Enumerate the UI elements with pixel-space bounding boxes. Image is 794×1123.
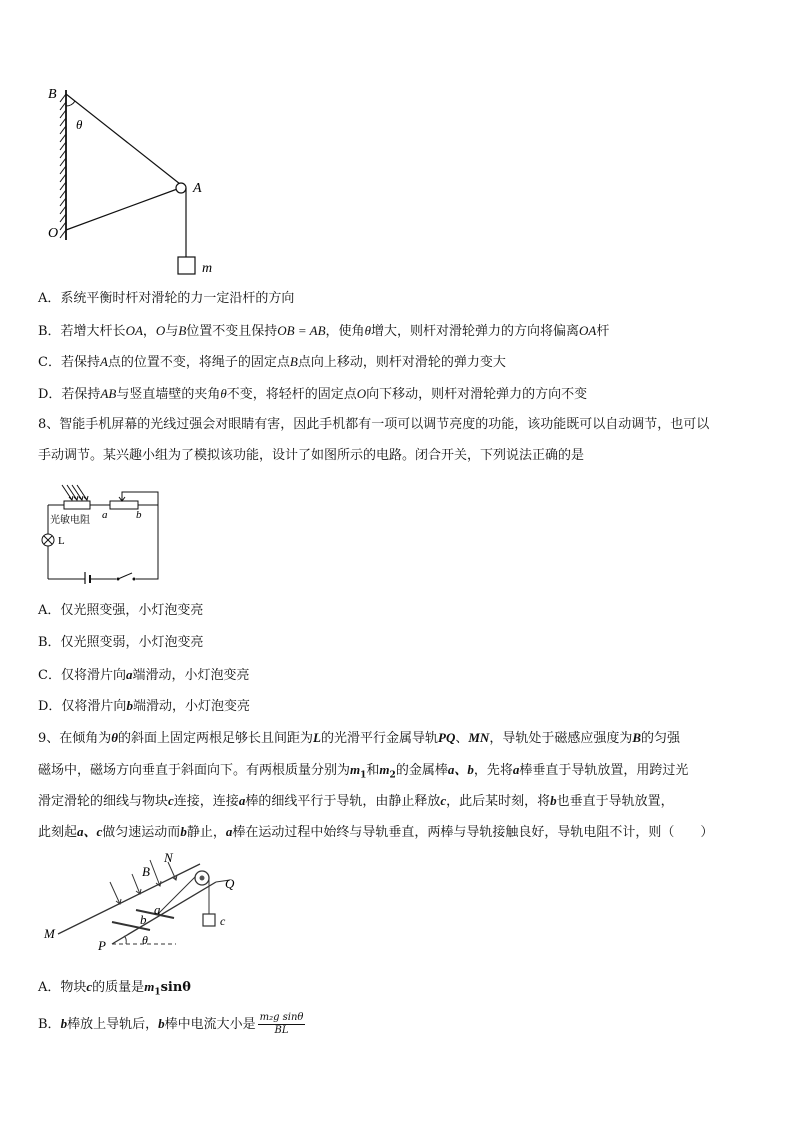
label-L: L bbox=[58, 535, 65, 547]
label-B9: B bbox=[142, 864, 150, 879]
q9-option-b: B．b棒放上导轨后，b棒中电流大小是 $\frac{\text{m₂g sinθ}}{BL}$ bbox=[38, 1012, 304, 1036]
q9-stem-line4: 此刻起a、c做匀速运动而b静止，a棒在运动过程中始终与导轨垂直，两棒与导轨接触良好，导轨电阻不计，则（ ） bbox=[38, 824, 714, 840]
q7-option-b: B．若增大杆长OA，O与B位置不变且保持OB = AB，使角θ增大，则杆对滑轮弹力的方向将偏离OA杆 bbox=[38, 323, 610, 339]
theta-arc bbox=[66, 101, 75, 106]
label-theta: θ bbox=[76, 117, 83, 132]
ldr-resistor bbox=[64, 501, 90, 509]
label-Q: Q bbox=[225, 876, 235, 891]
q8-stem-line2: 手动调节。某兴趣小组为了模拟该功能，设计了如图所示的电路。闭合开关，下列说法正确的是 bbox=[38, 448, 585, 463]
q9-option-a: A．物块c的质量是$m_1\sin\theta$ bbox=[38, 979, 191, 998]
q9-stem-line3: 滑定滑轮的细线与物块c连接，连接a棒的细线平行于导轨，由静止释放c，此后某时刻，将b也垂直于导轨放置， bbox=[38, 793, 674, 809]
label-b: b bbox=[136, 509, 142, 521]
label-N: N bbox=[164, 852, 173, 865]
label-P: P bbox=[98, 938, 106, 952]
q8-option-c: C．仅将滑片向a端滑动，小灯泡变亮 bbox=[38, 667, 250, 683]
pulley bbox=[176, 183, 186, 193]
q9-incline-figure bbox=[40, 852, 250, 952]
q8-option-d: D．仅将滑片向b端滑动，小灯泡变亮 bbox=[38, 698, 250, 714]
thread bbox=[158, 874, 198, 914]
switch-blade bbox=[118, 573, 132, 579]
label-a9: a bbox=[154, 902, 161, 917]
label-c9: c bbox=[220, 914, 226, 928]
q7-option-d: D．若保持AB与竖直墙壁的夹角θ不变，将轻杆的固定点O向下移动，则杆对滑轮弹力的方向不变 bbox=[38, 386, 588, 402]
wall-hatching bbox=[60, 94, 66, 238]
label-O: O bbox=[48, 226, 59, 241]
mass-block bbox=[178, 257, 195, 274]
label-m: m bbox=[202, 261, 213, 276]
q8-option-b: B．仅光照变弱，小灯泡变亮 bbox=[38, 635, 204, 650]
block-c bbox=[203, 914, 215, 926]
q9-stem-line1: 9、在倾角为θ的斜面上固定两根足够长且间距为L的光滑平行金属导轨PQ、MN，导轨处于磁感应强度为B的匀强 bbox=[38, 730, 681, 746]
rail-mn bbox=[58, 864, 200, 934]
q7-option-c: C．若保持A点的位置不变，将绳子的固定点B点向上移动，则杆对滑轮的弹力变大 bbox=[38, 354, 506, 370]
rope-ba bbox=[66, 94, 180, 184]
q8-stem-line1: 8、智能手机屏幕的光线过强会对眼睛有害，因此手机都有一项可以调节亮度的功能，该功能既可以自动调节，也可以 bbox=[38, 417, 710, 432]
rail-pq bbox=[112, 882, 216, 944]
q9-stem-line2: 磁场中，磁场方向垂直于斜面向下。有两根质量分别为$m_1$和$m_2$的金属棒a、b，先将a棒垂直于导轨放置，用跨过光 bbox=[38, 762, 689, 781]
label-a: a bbox=[102, 509, 108, 521]
light-arrows bbox=[62, 485, 88, 500]
rod-oa bbox=[66, 188, 180, 230]
q7-figure bbox=[40, 82, 230, 282]
current-fraction: $\frac{\text{m₂g sinθ}}{BL}$ bbox=[259, 1012, 304, 1036]
q8-circuit-figure bbox=[36, 482, 166, 584]
ldr-label: 光敏电阻 bbox=[50, 515, 90, 526]
label-theta9: θ bbox=[142, 933, 148, 947]
label-b9: b bbox=[140, 912, 147, 927]
q8-option-a: A．仅光照变强，小灯泡变亮 bbox=[38, 603, 204, 618]
label-B: B bbox=[48, 87, 57, 102]
label-M: M bbox=[44, 926, 55, 941]
q7-option-a: A．系统平衡时杆对滑轮的力一定沿杆的方向 bbox=[38, 291, 295, 306]
rheostat bbox=[110, 501, 138, 509]
label-A: A bbox=[193, 181, 202, 196]
